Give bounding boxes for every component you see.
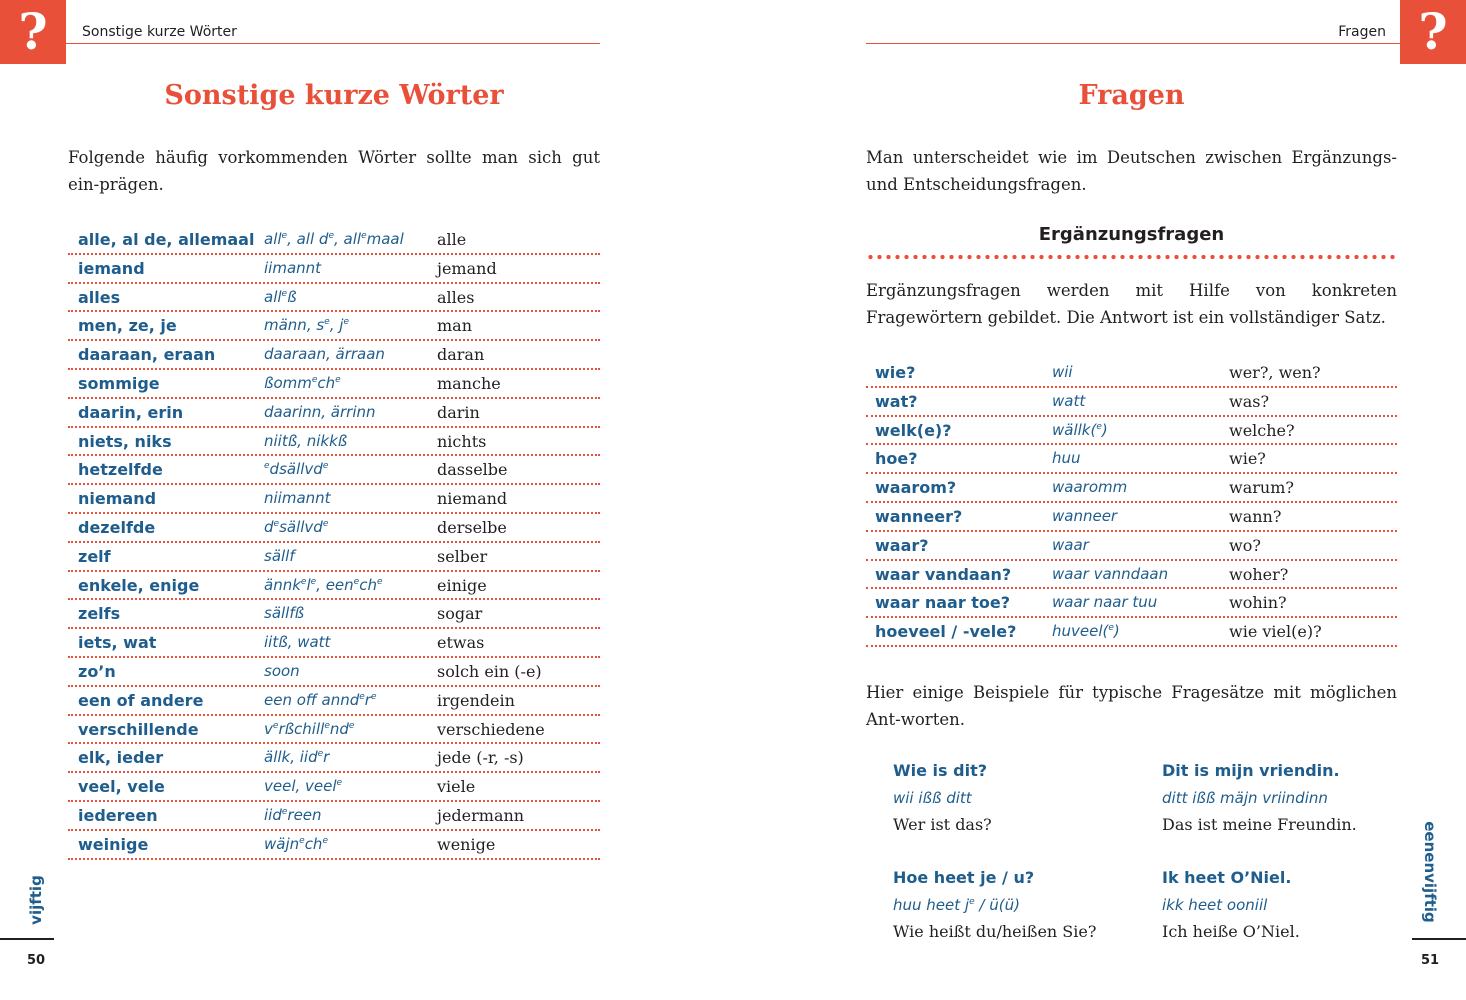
- pronunciation: waar: [1052, 535, 1089, 554]
- dutch-word: wanneer?: [875, 506, 963, 526]
- dutch-word: wat?: [875, 391, 918, 411]
- vocab-row: [866, 417, 1397, 446]
- vocab-row: [866, 359, 1397, 388]
- pronunciation: $wäjn^ech^e$: [264, 834, 328, 853]
- pronunciation: wällk($^e$): [1052, 420, 1108, 439]
- intro-paragraph-right: Man unterscheidet wie im Deutschen zwischen Ergänzungs- und Entscheidungsfragen.: [866, 148, 1397, 194]
- pronunciation: niimannt: [264, 489, 331, 508]
- side-number-word-right: eenenvijftig: [1421, 821, 1439, 923]
- dutch-word: sommige: [78, 373, 160, 393]
- vocab-row: [68, 543, 600, 572]
- example-answer-pronunciation: ditt ißß mäjn vriindinn: [1162, 789, 1328, 807]
- dutch-word: waarom?: [875, 478, 957, 498]
- pronunciation: $d^esällvd^e$: [264, 517, 329, 536]
- pronunciation: waar vanndaan: [1052, 564, 1169, 583]
- page-title-left: Sonstige kurze Wörter: [164, 80, 504, 111]
- dutch-word: hoe?: [875, 449, 918, 469]
- dutch-word: hetzelfde: [78, 460, 163, 480]
- german-translation: niemand: [437, 489, 508, 509]
- german-translation: wann?: [1229, 506, 1282, 526]
- header-rule-left: [66, 43, 600, 44]
- dutch-word: verschillende: [78, 719, 199, 739]
- german-translation: wie viel(e)?: [1229, 622, 1322, 642]
- dutch-word: men, ze, je: [78, 316, 177, 336]
- page-number-rule-right: [1412, 938, 1466, 940]
- running-head-left: Sonstige kurze Wörter: [82, 24, 237, 40]
- explanation-paragraph: Ergänzungsfragen werden mit Hilfe von konkreten Fragewörtern gebildet. Die Antwort ist ein vollständiger Satz.: [866, 281, 1397, 327]
- vocab-row: [68, 744, 600, 773]
- german-translation: manche: [437, 373, 501, 393]
- german-translation: man: [437, 316, 473, 336]
- vocab-row: [866, 445, 1397, 474]
- pronunciation: all$^e$ß: [264, 287, 297, 306]
- german-translation: irgendein: [437, 690, 515, 710]
- german-translation: einige: [437, 575, 487, 595]
- page-number-rule-left: [0, 938, 54, 940]
- vocab-row: [68, 428, 600, 457]
- german-translation: selber: [437, 546, 488, 566]
- dutch-word: zo’n: [78, 661, 116, 681]
- pronunciation: daarinn, ärrinn: [264, 402, 376, 421]
- german-translation: nichts: [437, 431, 487, 451]
- german-translation: etwas: [437, 633, 485, 653]
- dutch-word: weinige: [78, 834, 149, 854]
- german-translation: jede (-r, -s): [437, 748, 524, 768]
- german-translation: wie?: [1229, 449, 1266, 469]
- german-translation: wo?: [1229, 535, 1261, 555]
- side-number-word-left: vijftig: [27, 875, 45, 925]
- vocab-row: [68, 255, 600, 284]
- vocab-row: [866, 561, 1397, 590]
- vocab-row: [68, 399, 600, 428]
- vocab-row: [866, 532, 1397, 561]
- vocab-row: [866, 388, 1397, 417]
- vocab-row: [68, 831, 600, 860]
- page-number-left: 50: [27, 953, 46, 968]
- dutch-word: niemand: [78, 489, 157, 509]
- vocab-row: [866, 618, 1397, 647]
- dutch-word: niets, niks: [78, 431, 172, 451]
- pronunciation: $v^erßchill^end^e$: [264, 719, 355, 738]
- vocab-row: [68, 658, 600, 687]
- vocab-row: [68, 370, 600, 399]
- dutch-word: zelfs: [78, 604, 121, 624]
- vocab-row: [68, 629, 600, 658]
- pronunciation: een off $annd^er^e$: [264, 690, 377, 709]
- vocab-row: [68, 456, 600, 485]
- example-question-dutch: Wie is dit?: [893, 761, 987, 780]
- dutch-word: enkele, enige: [78, 575, 200, 595]
- german-translation: sogar: [437, 604, 483, 624]
- german-translation: jemand: [437, 258, 497, 278]
- question-mark-icon: ?: [1400, 0, 1466, 64]
- german-translation: derselbe: [437, 517, 507, 537]
- vocab-row: [866, 474, 1397, 503]
- pronunciation: $ßomm^ech^e$: [264, 373, 341, 392]
- vocab-row: [68, 600, 600, 629]
- vocab-row: [68, 341, 600, 370]
- dutch-word: wie?: [875, 363, 916, 382]
- german-translation: solch ein (-e): [437, 661, 542, 681]
- page-title-right: Fragen: [1078, 80, 1185, 111]
- vocab-row: [68, 773, 600, 802]
- german-translation: daran: [437, 345, 485, 365]
- german-translation: alle: [437, 230, 467, 249]
- header-rule-right: [866, 43, 1400, 44]
- pronunciation: wanneer: [1052, 506, 1118, 525]
- pronunciation: iitß, watt: [264, 633, 331, 652]
- pronunciation: iimannt: [264, 258, 322, 277]
- example-question-dutch: Hoe heet je / u?: [893, 868, 1035, 887]
- dutch-word: alle, al de, allemaal: [78, 230, 255, 249]
- dutch-word: veel, vele: [78, 777, 165, 797]
- dutch-word: waar vandaan?: [875, 564, 1012, 584]
- pronunciation: wii: [1052, 363, 1073, 381]
- vocab-row: [68, 312, 600, 341]
- german-translation: viele: [437, 777, 476, 797]
- german-translation: alles: [437, 287, 475, 307]
- pronunciation: sällf: [264, 546, 295, 565]
- intro-paragraph-left: Folgende häufig vorkommenden Wörter sollte man sich gut ein-prägen.: [68, 148, 600, 194]
- dutch-word: zelf: [78, 546, 111, 566]
- dutch-word: waar?: [875, 535, 929, 555]
- pronunciation: iid$^e$reen: [264, 805, 322, 824]
- dutch-word: een of andere: [78, 690, 204, 710]
- dutch-word: waar naar toe?: [875, 593, 1011, 613]
- pronunciation: daaraan, ärraan: [264, 345, 385, 364]
- german-translation: warum?: [1229, 478, 1294, 498]
- dutch-word: welk(e)?: [875, 420, 952, 440]
- german-translation: woher?: [1229, 564, 1289, 584]
- pronunciation: veel, veel$^e$: [264, 777, 343, 796]
- example-answer-dutch: Dit is mijn vriendin.: [1162, 761, 1340, 780]
- example-answer-dutch: Ik heet O’Niel.: [1162, 868, 1292, 887]
- pronunciation: huveel($^e$): [1052, 622, 1120, 641]
- german-translation: wer?, wen?: [1229, 363, 1321, 382]
- examples-intro-paragraph: Hier einige Beispiele für typische Fragesätze mit möglichen Ant-worten.: [866, 683, 1397, 729]
- pronunciation: $^e$dsällvd$^e$: [264, 460, 329, 479]
- example-question-german: Wie heißt du/heißen Sie?: [893, 922, 1097, 941]
- pronunciation: watt: [1052, 391, 1086, 410]
- pronunciation: waar naar tuu: [1052, 593, 1158, 612]
- dutch-word: hoeveel / -vele?: [875, 622, 1017, 642]
- vocab-row: [866, 503, 1397, 532]
- german-translation: wohin?: [1229, 593, 1287, 613]
- pronunciation: huu: [1052, 449, 1081, 468]
- german-translation: jedermann: [437, 805, 525, 825]
- question-mark-icon: ?: [0, 0, 66, 64]
- dutch-word: iedereen: [78, 805, 158, 825]
- example-question-german: Wer ist das?: [893, 815, 992, 834]
- german-translation: was?: [1229, 391, 1270, 411]
- vocab-row: [68, 687, 600, 716]
- running-head-right: Fragen: [1338, 24, 1386, 40]
- pronunciation: männ, $s^e$, $j^e$: [264, 316, 349, 335]
- pronunciation: $ännk^el^e$, $een^ech^e$: [264, 575, 383, 594]
- vocab-row: [68, 284, 600, 313]
- vocab-row: [866, 589, 1397, 618]
- page-number-right: 51: [1421, 953, 1440, 968]
- dutch-word: alles: [78, 287, 121, 307]
- vocab-table: [68, 226, 600, 860]
- question-word-table: [866, 359, 1397, 647]
- dutch-word: daarin, erin: [78, 402, 184, 422]
- example-answer-german: Ich heiße O’Niel.: [1162, 922, 1300, 941]
- example-answer-german: Das ist meine Freundin.: [1162, 815, 1357, 834]
- pronunciation: soon: [264, 661, 300, 680]
- pronunciation: sällfß: [264, 604, 305, 623]
- vocab-row: [68, 572, 600, 601]
- german-translation: verschiedene: [437, 719, 545, 739]
- pronunciation: niitß, nikkß: [264, 431, 348, 450]
- dutch-word: daaraan, eraan: [78, 345, 216, 365]
- vocab-row: [68, 514, 600, 543]
- pronunciation: all$^e$, all $d^e$, all$^e$maal: [264, 230, 404, 248]
- german-translation: welche?: [1229, 420, 1295, 440]
- example-question-pronunciation: wii ißß ditt: [893, 789, 972, 807]
- example-question-pronunciation: huu heet $j^e$ / ü(ü): [893, 896, 1020, 914]
- dutch-word: dezelfde: [78, 517, 156, 537]
- pronunciation: waaromm: [1052, 478, 1128, 497]
- vocab-row: [68, 226, 600, 255]
- dutch-word: iemand: [78, 258, 145, 278]
- vocab-row: [68, 716, 600, 745]
- dutch-word: iets, wat: [78, 633, 157, 653]
- dutch-word: elk, ieder: [78, 748, 164, 768]
- german-translation: wenige: [437, 834, 496, 854]
- example-answer-pronunciation: ikk heet ooniil: [1162, 896, 1268, 914]
- pronunciation: ällk, iid$^e$r: [264, 748, 330, 767]
- section-heading: Ergänzungsfragen: [1038, 224, 1225, 245]
- dotted-divider: [866, 254, 1397, 260]
- german-translation: darin: [437, 402, 480, 422]
- german-translation: dasselbe: [437, 460, 508, 480]
- vocab-row: [68, 485, 600, 514]
- vocab-row: [68, 802, 600, 831]
